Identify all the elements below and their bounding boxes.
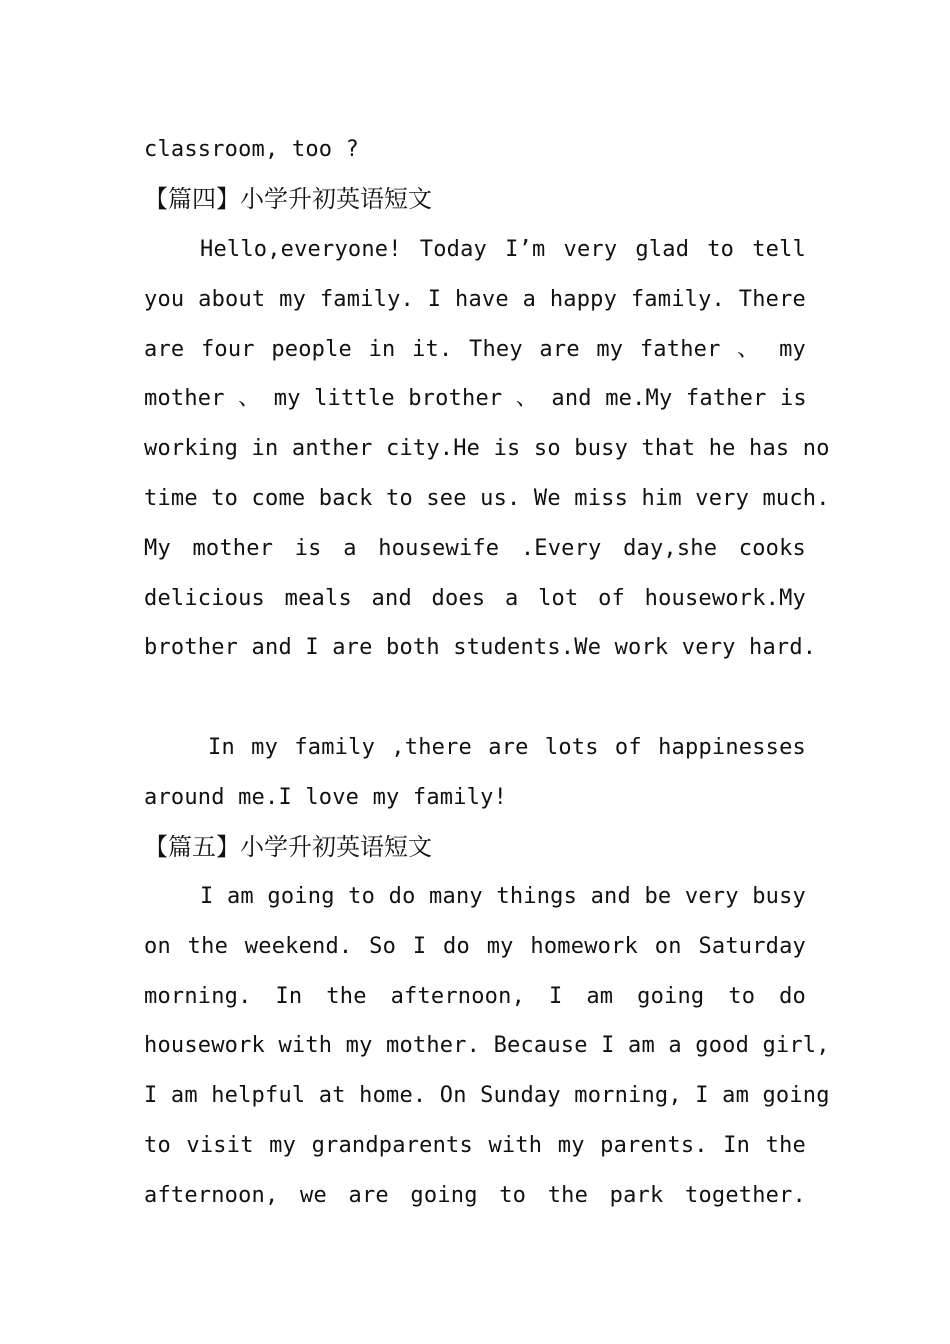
- section5-heading: 【篇五】小学升初英语短文: [144, 833, 432, 861]
- section4-p2-line-2: around me.I love my family!: [144, 785, 508, 810]
- section5-p1-line-6: to visit my grandparents with my parents. In the: [144, 1133, 806, 1158]
- section5-p1-line-3: morning. In the afternoon, I am going to do: [144, 984, 806, 1009]
- section4-heading: 【篇四】小学升初英语短文: [144, 185, 432, 213]
- section4-p2-line-1: In my family ,there are lots of happinesses: [208, 735, 806, 760]
- section4-p1-line-3: are four people in it. They are my father 、 my: [144, 337, 806, 362]
- section4-p1-line-6: time to come back to see us. We miss him very much.: [144, 486, 830, 511]
- section5-p1-line-5: I am helpful at home. On Sunday morning, I am going: [144, 1083, 830, 1108]
- section5-p1-line-7: afternoon, we are going to the park together.: [144, 1183, 806, 1208]
- section4-p1-line-9: brother and I are both students.We work very hard.: [144, 635, 817, 660]
- section5-p1-line-1: I am going to do many things and be very busy: [200, 884, 806, 909]
- intro-tail-line: classroom, too ?: [144, 137, 360, 162]
- section4-p1-line-8: delicious meals and does a lot of housework.My: [144, 586, 806, 611]
- section4-p1-line-2: you about my family. I have a happy family. There: [144, 287, 806, 312]
- section5-p1-line-4: housework with my mother. Because I am a good girl,: [144, 1033, 830, 1058]
- section4-p1-line-1: Hello,everyone! Today I’m very glad to tell: [200, 237, 806, 262]
- section5-p1-line-2: on the weekend. So I do my homework on Saturday: [144, 934, 806, 959]
- section4-p1-line-5: working in anther city.He is so busy that he has no: [144, 436, 830, 461]
- section4-p1-line-7: My mother is a housewife .Every day,she cooks: [144, 536, 806, 561]
- section4-p1-line-4: mother 、 my little brother 、 and me.My father is: [144, 386, 807, 411]
